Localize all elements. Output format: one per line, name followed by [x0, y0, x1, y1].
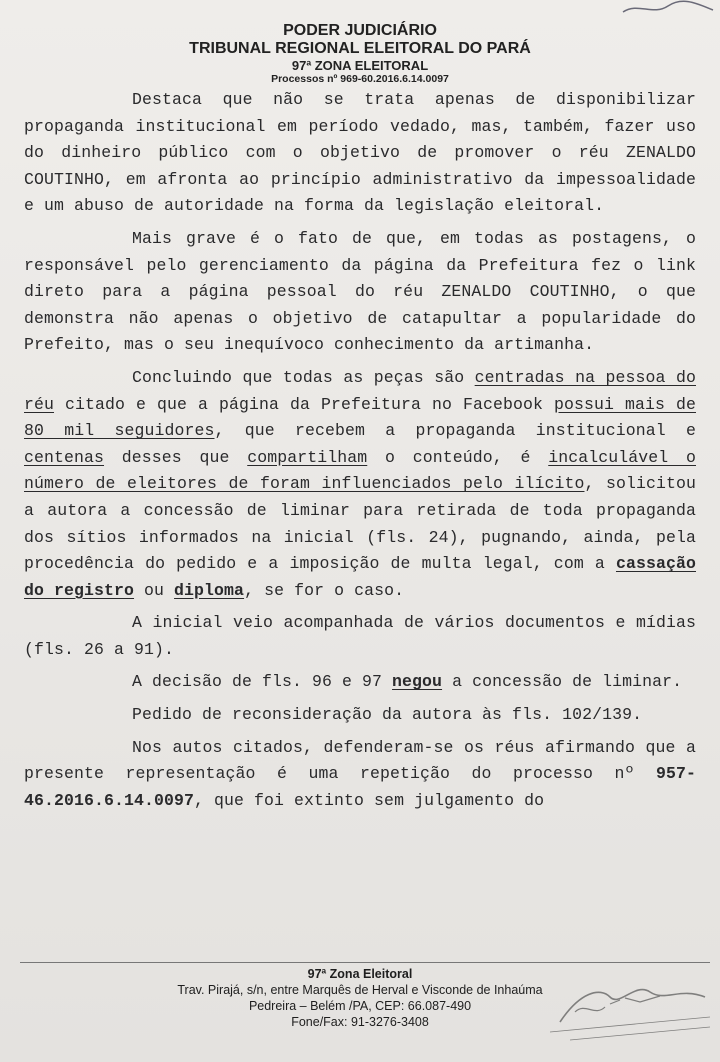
p3-underlined-j: incalculável o número de eleitores de foram influenciados pelo ilícito	[24, 447, 696, 494]
paragraph-4: A inicial veio acompanhada de vários documentos e mídias (fls. 26 a 91).	[24, 613, 696, 659]
p3-underlined-h: compartilham	[247, 447, 368, 467]
p3-text-c: citado e que a página da Prefeitura no Facebook	[54, 394, 554, 414]
p3-bold-l: cassação do registro	[24, 554, 696, 600]
paragraph-1: Destaca que não se trata apenas de disponibilizar propaganda institucional em período vedado, mas, também, fazer uso do dinheiro público com o objetivo de promover o réu ZENALDO COUTINHO, em afronta ao princípio administrativo da impessoalidade e um abuso de autoridade na forma da legislação eleitoral.	[24, 90, 696, 216]
header-line-1: PODER JUDICIÁRIO	[283, 22, 437, 39]
p7-text-c: , que foi extinto sem julgamento do	[194, 790, 545, 810]
paragraph-6: Pedido de reconsideração da autora às fls. 102/139.	[132, 705, 643, 725]
p3-text-m: ou	[134, 580, 175, 600]
process-number: Processos nº 969-60.2016.6.14.0097	[271, 73, 449, 85]
p3-underlined-b: centradas na pessoa do réu	[24, 367, 696, 414]
p5-text-c: a concessão de liminar.	[442, 672, 683, 692]
p3-underlined-f: centenas	[24, 447, 105, 467]
footer-divider	[20, 962, 710, 963]
footer-line-3: Pedreira – Belém /PA, CEP: 66.087-490	[248, 999, 472, 1013]
paragraph-5	[24, 669, 696, 696]
paragraph-3	[24, 365, 696, 604]
p3-text-e: , que recebem a propaganda institucional e	[214, 421, 696, 441]
document-body	[24, 87, 696, 814]
footer-line-4: Fone/Fax: 91-3276-3408	[291, 1015, 429, 1029]
p7-bold-b: 957-46.2016.6.14.0097	[24, 764, 696, 810]
p3-text-i: o conteúdo, é	[367, 447, 549, 467]
paragraph-2: Mais grave é o fato de que, em todas as postagens, o responsável pelo gerenciamento da página da Prefeitura fez o link direto para a página pessoal do réu ZENALDO COUTINHO, o que demonstra não apenas o objetivo de catapultar a popularidade do Prefeito, mas o seu inequívoco conhecimento da artimanha.	[24, 228, 696, 355]
header-line-3: 97ª ZONA ELEITORAL	[291, 58, 429, 73]
footer-line-1: 97ª Zona Eleitoral	[307, 967, 413, 981]
p3-text-a: Concluindo que todas as peças são	[132, 367, 475, 387]
p5-text-a: A decisão de fls. 96 e 97	[132, 672, 393, 692]
p3-text-g: desses que	[104, 447, 248, 467]
p3-text-o: , se for o caso.	[244, 580, 405, 600]
paragraph-7	[24, 735, 696, 815]
handwritten-mark	[618, 0, 718, 18]
p3-underlined-d: possui mais de 80 mil seguidores	[24, 394, 696, 441]
p5-bold-b: negou	[392, 672, 443, 692]
header-line-2: TRIBUNAL REGIONAL ELEITORAL DO PARÁ	[189, 40, 531, 57]
document-header	[0, 22, 720, 85]
p3-text-k: , solicitou a autora a concessão de liminar para retirada de toda propaganda dos sítios informados na inicial (fls. 24), pugnando, ainda, pela procedência do pedido e a imposição de multa legal, com a	[24, 474, 696, 574]
p3-bold-n: diploma	[174, 580, 245, 600]
footer-line-2: Trav. Pirajá, s/n, entre Marquês de Herval e Visconde de Inhaúma	[177, 983, 543, 997]
signature-stamp	[540, 972, 715, 1052]
p7-text-a: Nos autos citados, defenderam-se os réus afirmando que a presente representação é uma repetição do processo nº	[24, 737, 696, 784]
